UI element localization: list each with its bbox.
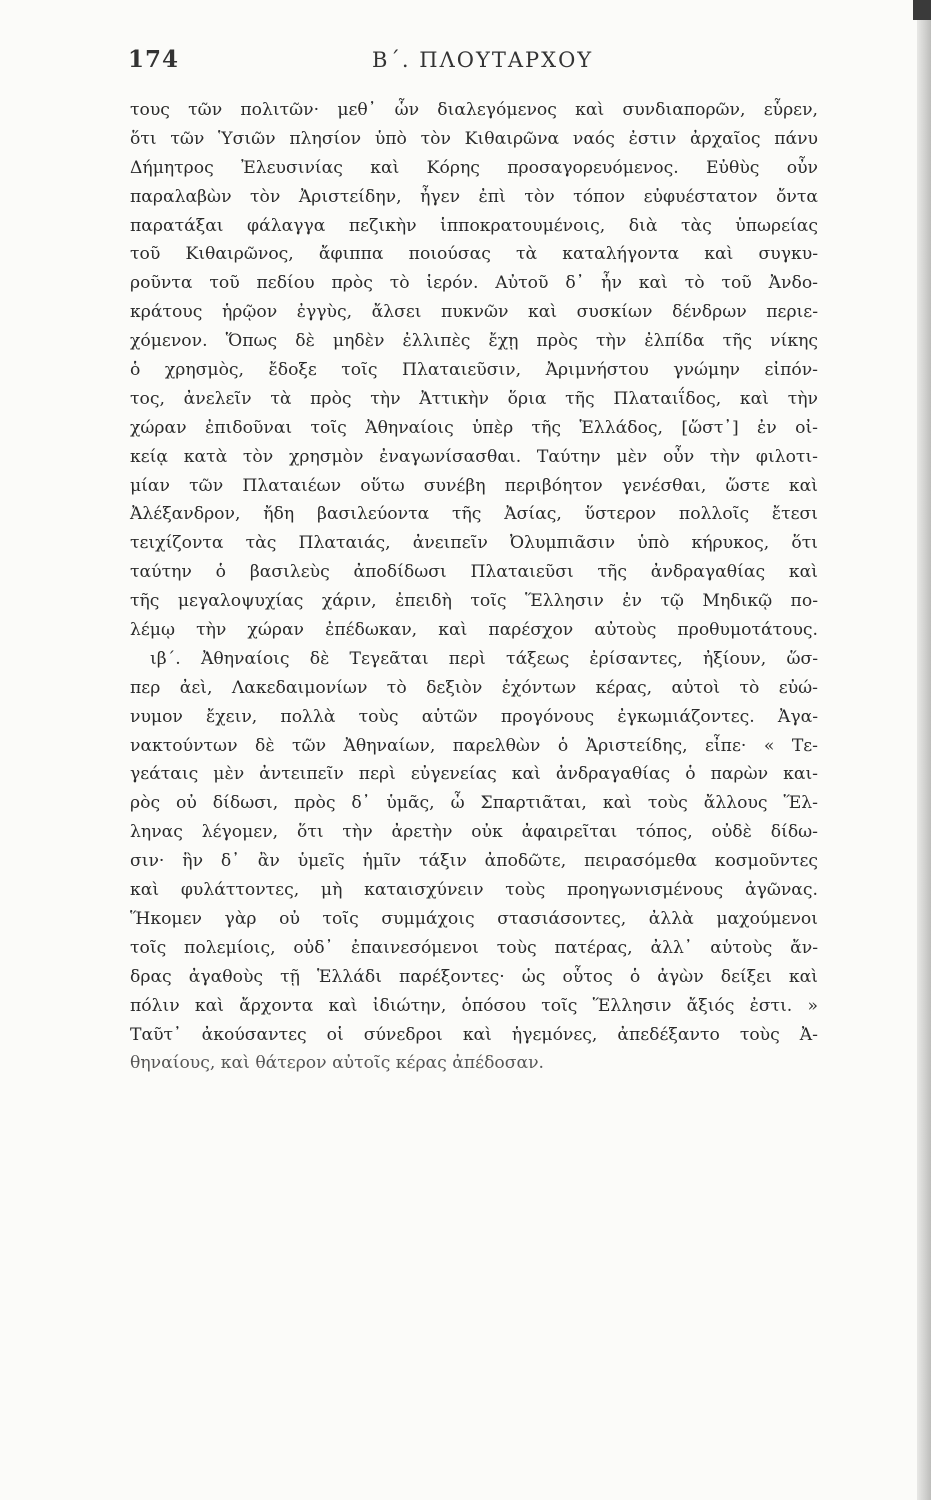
body-text (130, 96, 830, 1078)
running-head: Β΄. ΠΛΟΥΤΑΡΧΟΥ (372, 48, 594, 72)
text-line: δρας ἀγαθοὺς τῇ Ἑλλάδι παρέξοντες· ὡς οὗτος ὁ ἀγὼν δείξει καὶ (130, 966, 818, 987)
text-line: ληνας λέγομεν, ὅτι τὴν ἀρετὴν οὐκ ἀφαιρεῖται τόπος, οὐδὲ δίδω- (130, 822, 818, 843)
text-line: κείᾳ κατὰ τὸν χρησμὸν ἐναγωνίσασθαι. Ταύτην μὲν οὖν τὴν φιλοτι- (130, 446, 818, 467)
text-line: πόλιν καὶ ἄρχοντα καὶ ἰδιώτην, ὁπόσου τοῖς Ἕλλησιν ἄξιός ἐστι. » (130, 995, 818, 1016)
text-line: τοῖς πολεμίοις, οὐδ᾿ ἐπαινεσόμενοι τοὺς πατέρας, ἀλλ᾿ αὑτοὺς ἄν- (130, 937, 818, 958)
text-line: τῆς μεγαλοψυχίας χάριν, ἐπειδὴ τοῖς Ἕλλησιν ἐν τῷ Μηδικῷ πο- (130, 591, 818, 612)
text-line: μίαν τῶν Πλαταιέων οὕτω συνέβη περιβόητον γενέσθαι, ὥστε καὶ (130, 475, 818, 496)
text-line: τειχίζοντα τὰς Πλαταιάς, ἀνειπεῖν Ὀλυμπιᾶσιν ὑπὸ κήρυκος, ὅτι (130, 533, 818, 554)
scan-corner-mark (913, 0, 931, 20)
text-line: σιν· ἣν δ᾿ ἂν ὑμεῖς ἡμῖν τάξιν ἀποδῶτε, πειρασόμεθα κοσμοῦντες (130, 851, 818, 872)
text-line: χώραν ἐπιδοῦναι τοῖς Ἀθηναίοις ὑπὲρ τῆς Ἑλλάδος, [ὥστ᾿] ἐν οἰ- (130, 417, 818, 438)
text-line: παραλαβὼν τὸν Ἀριστείδην, ἦγεν ἐπὶ τὸν τόπον εὐφυέστατον ὄντα (130, 186, 818, 207)
text-line: ροῦντα τοῦ πεδίου πρὸς τὸ ἱερόν. Αὐτοῦ δ᾿ ἦν καὶ τὸ τοῦ Ἀνδο- (130, 273, 818, 294)
text-line: τος, ἀνελεῖν τὰ πρὸς τὴν Ἀττικὴν ὅρια τῆς Πλαταιΐδος, καὶ τὴν (130, 388, 818, 409)
page-right-edge (917, 0, 931, 1500)
text-line: ὁ χρησμὸς, ἔδοξε τοῖς Πλαταιεῦσιν, Ἀριμνήστου γνώμην εἰπόν- (130, 360, 818, 381)
text-line: νυμον ἔχειν, πολλὰ τοὺς αὑτῶν προγόνους ἐγκωμιάζοντες. Ἀγα- (130, 706, 818, 727)
text-line: Δήμητρος Ἐλευσινίας καὶ Κόρης προσαγορευόμενος. Εὐθὺς οὖν (130, 157, 818, 178)
page-number: 174 (128, 46, 180, 73)
text-line: νακτούντων δὲ τῶν Ἀθηναίων, παρελθὼν ὁ Ἀριστείδης, εἶπε· « Τε- (130, 735, 818, 756)
text-line: ταύτην ὁ βασιλεὺς ἀποδίδωσι Πλαταιεῦσι τῆς ἀνδραγαθίας καὶ (130, 562, 818, 583)
text-line: ὅτι τῶν Ὑσιῶν πλησίον ὑπὸ τὸν Κιθαιρῶνα ναός ἐστιν ἀρχαῖος πάνυ (130, 128, 818, 149)
text-line: τους τῶν πολιτῶν· μεθ᾿ ὧν διαλεγόμενος καὶ συνδιαπορῶν, εὗρεν, (130, 100, 818, 120)
section-start-line: ιβ΄. Ἀθηναίοις δὲ Τεγεᾶται περὶ τάξεως ἐρίσαντες, ἠξίουν, ὥσ- (150, 648, 818, 669)
text-line: τοῦ Κιθαιρῶνος, ἄφιππα ποιούσας τὰ καταλήγοντα καὶ συγκυ- (130, 244, 818, 265)
text-line: Ταῦτ᾿ ἀκούσαντες οἱ σύνεδροι καὶ ἡγεμόνες, ἀπεδέξαντο τοὺς Ἀ- (130, 1024, 818, 1045)
text-line: κράτους ἡρῷον ἐγγὺς, ἄλσει πυκνῶν καὶ συσκίων δένδρων περιε- (130, 302, 818, 323)
text-line: ρὸς οὐ δίδωσι, πρὸς δ᾿ ὑμᾶς, ὦ Σπαρτιᾶται, καὶ τοὺς ἄλλους Ἕλ- (130, 793, 818, 814)
text-line: Ἀλέξανδρον, ἤδη βασιλεύοντα τῆς Ἀσίας, ὕστερον πολλοῖς ἔτεσι (130, 504, 818, 525)
text-line: περ ἀεὶ, Λακεδαιμονίων τὸ δεξιὸν ἐχόντων κέρας, αὐτοὶ τὸ εὐώ- (130, 677, 818, 698)
page-header (128, 46, 828, 80)
text-line: χόμενον. Ὅπως δὲ μηδὲν ἐλλιπὲς ἔχῃ πρὸς τὴν ἐλπίδα τῆς νίκης (130, 331, 818, 352)
text-line: καὶ φυλάττοντες, μὴ καταισχύνειν τοὺς προηγωνισμένους ἀγῶνας. (130, 880, 818, 901)
last-text-line: θηναίους, καὶ θάτερον αὐτοῖς κέρας ἀπέδοσαν. (130, 1053, 545, 1074)
text-line: λέμῳ τὴν χώραν ἐπέδωκαν, καὶ παρέσχον αὐτοὺς προθυμοτάτους. (130, 620, 818, 641)
text-line: παρατάξαι φάλαγγα πεζικὴν ἱπποκρατουμένοις, διὰ τὰς ὑπωρείας (130, 215, 818, 236)
text-line: γεάταις μὲν ἀντειπεῖν περὶ εὐγενείας καὶ ἀνδραγαθίας ὁ παρὼν και- (130, 764, 818, 785)
text-line: Ἥκομεν γὰρ οὐ τοῖς συμμάχοις στασιάσοντες, ἀλλὰ μαχούμενοι (130, 908, 818, 929)
